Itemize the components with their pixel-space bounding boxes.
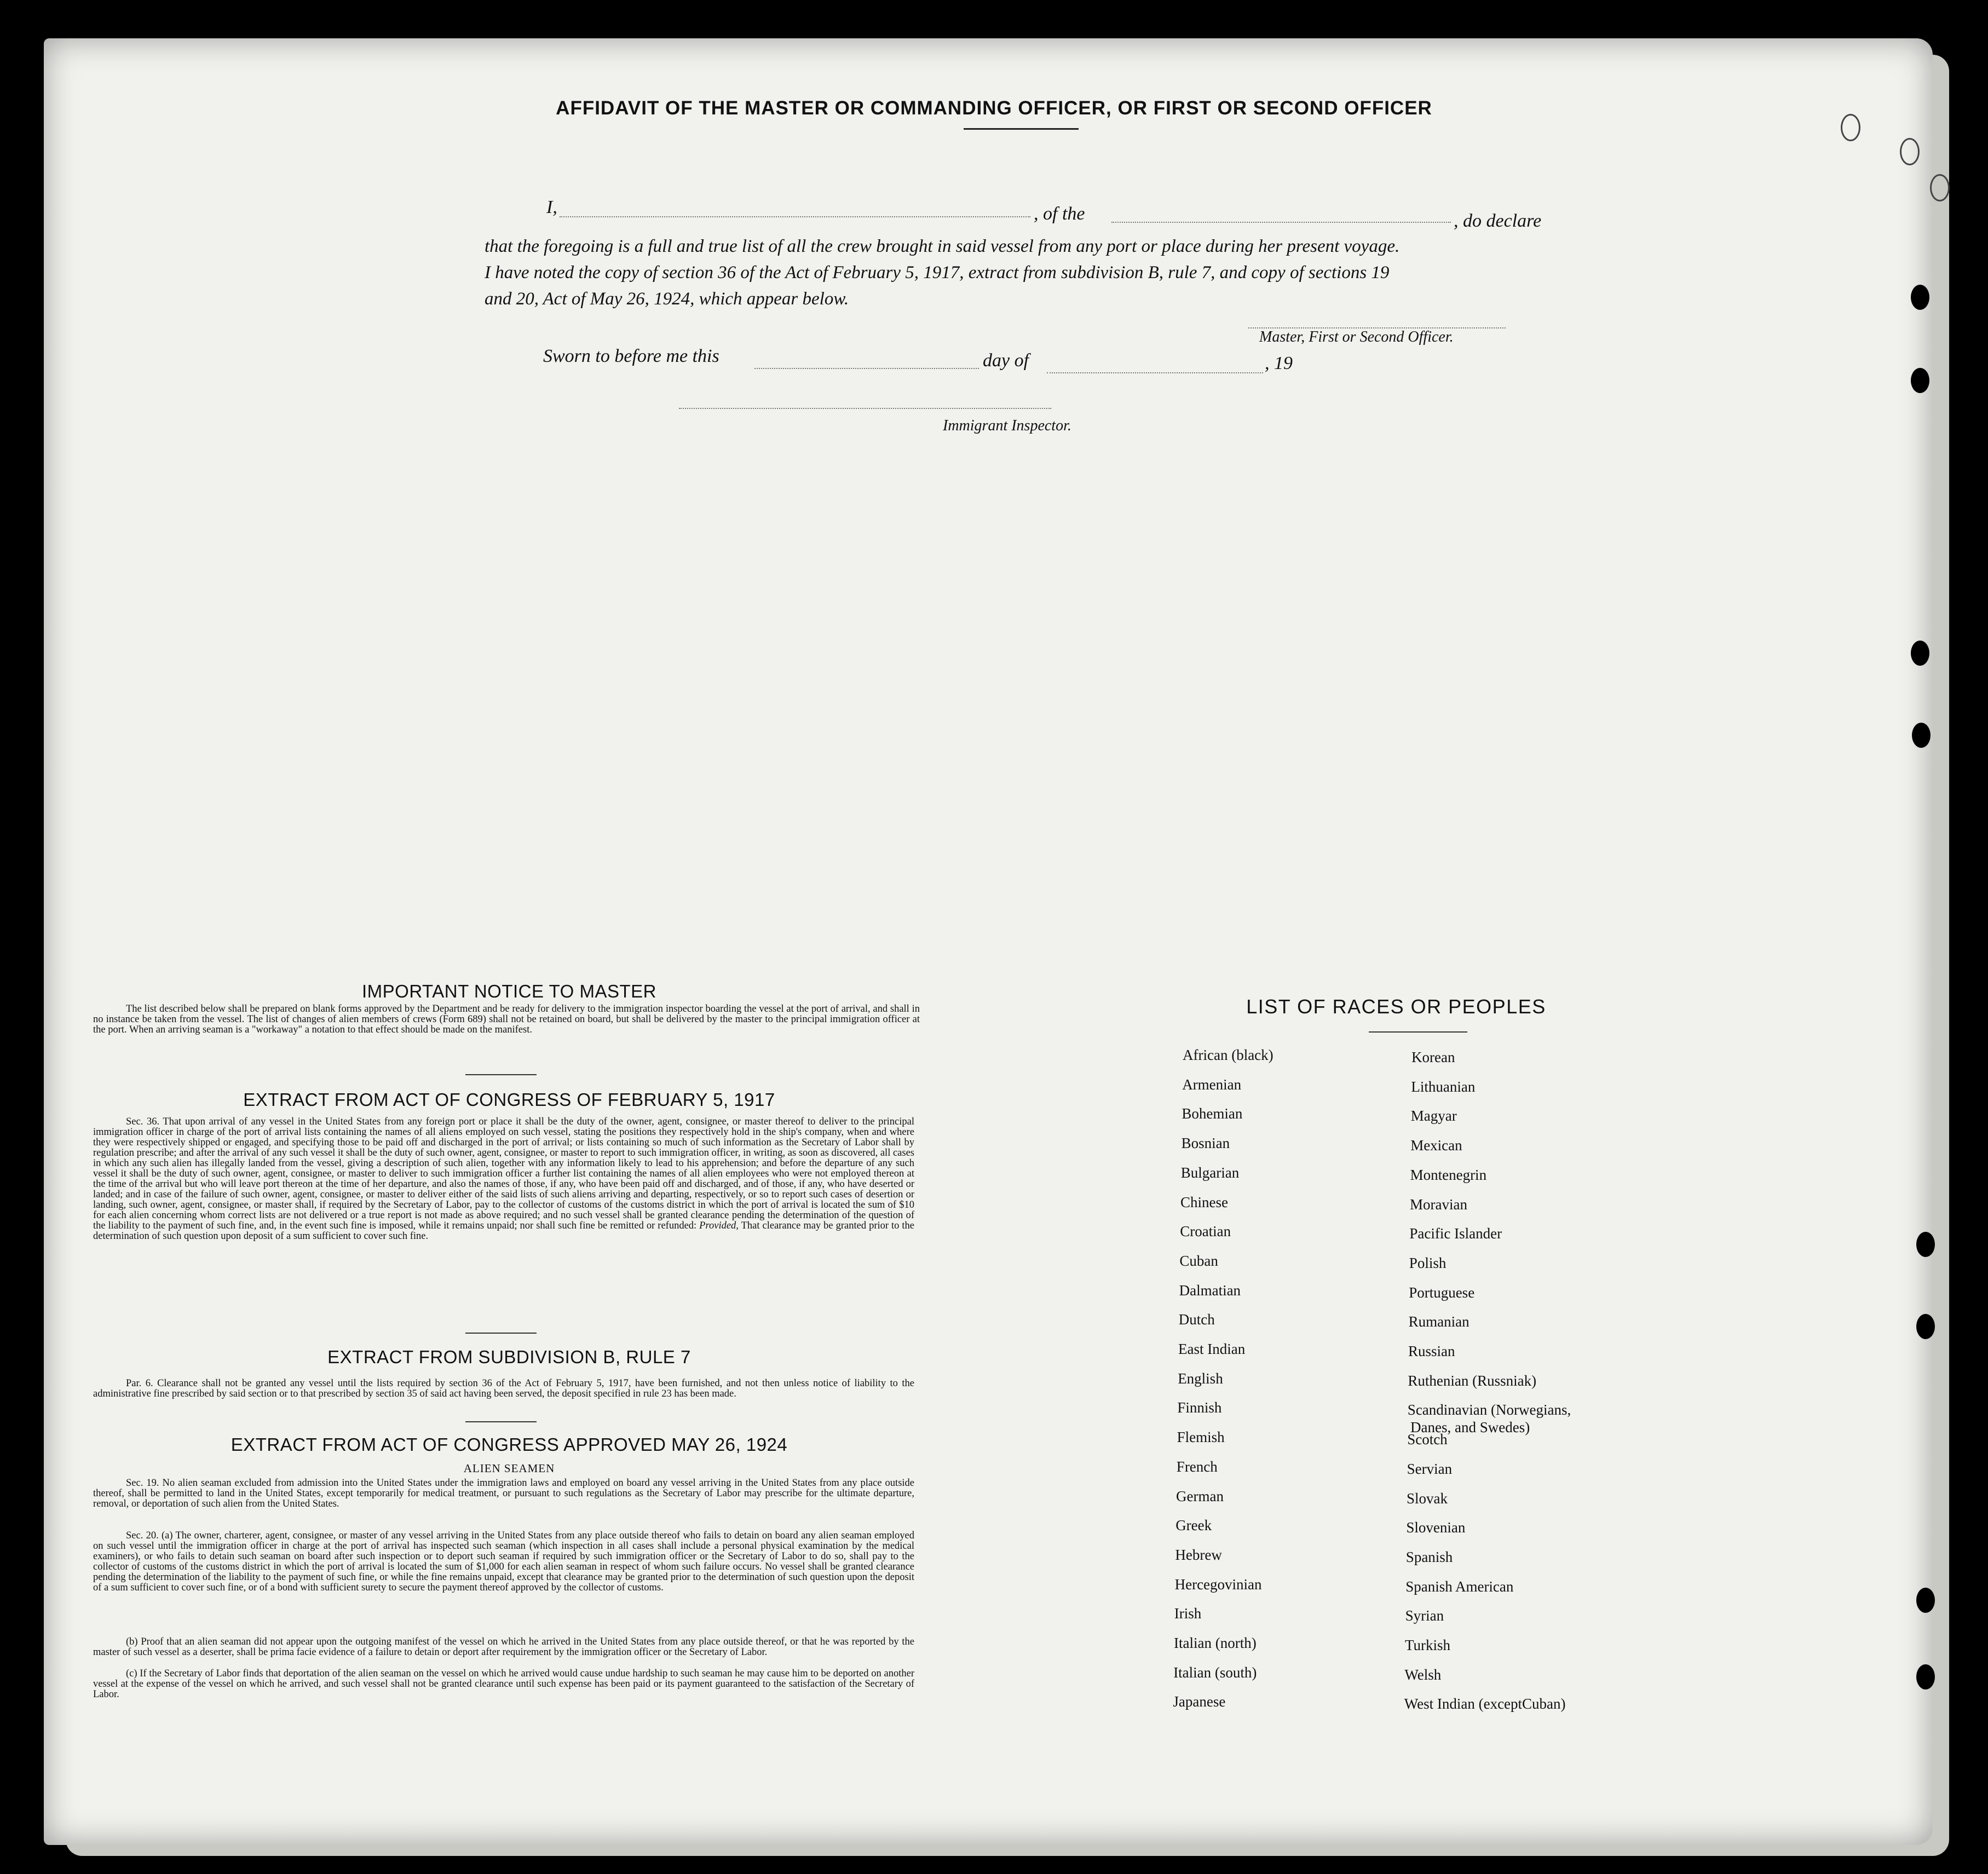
- proviso-word: Provided,: [699, 1220, 739, 1231]
- race-item: Greek: [1175, 1517, 1212, 1533]
- race-item: East Indian: [1178, 1341, 1246, 1357]
- race-item: Bulgarian: [1180, 1164, 1240, 1181]
- declaration-text: [485, 233, 1558, 312]
- year-label: , 19: [1265, 353, 1293, 373]
- race-item: Turkish: [1405, 1637, 1451, 1653]
- race-item: English: [1178, 1370, 1223, 1387]
- name-blank: [560, 216, 1030, 217]
- proviso-text: That clearance may be granted prior to the determination of such question upon deposit of a sum sufficient to cover such fine.: [93, 1220, 915, 1242]
- race-item: German: [1176, 1488, 1224, 1504]
- declaration-line: I have noted the copy of section 36 of the Act of February 5, 1917, extract from subdivision B, rule 7, and copy of sections 19: [485, 263, 1390, 282]
- extract-rule7-body: Par. 6. Clearance shall not be granted any vessel until the lists required by section 36 of the Act of February 5, 1917, have been furnished, and not then unless notice of liability to the administrative fine prescribed by said section or to that prescribed by section 35 of said act having been served, the deposit specified in rule 23 has been made.: [93, 1378, 914, 1399]
- race-item: Armenian: [1182, 1076, 1242, 1093]
- do-declare-label: , do declare: [1454, 211, 1542, 231]
- race-item: Flemish: [1177, 1429, 1225, 1445]
- race-item-continuation: Danes, and Swedes): [1410, 1419, 1530, 1435]
- race-item: Moravian: [1410, 1196, 1467, 1213]
- extract-1917-body: [93, 1117, 914, 1242]
- declaration-line: that the foregoing is a full and true list of all the crew brought in said vessel from any port or place during her present voyage.: [485, 237, 1400, 256]
- race-item: Korean: [1411, 1049, 1455, 1065]
- notice-body: The list described below shall be prepared on blank forms approved by the Department and be ready for delivery to the immigration inspector boarding the vessel at the port of arrival, and shall in no instance be taken from the vessel. The list of changes of alien members of crews (Form 689) shall not be retained on board, but shall be delivered by the master to the principal immigration officer at the port. When an arriving seaman is a "workaway" a notation to that effect should be made on the manifest.: [93, 1004, 920, 1035]
- section-rule: [465, 1421, 537, 1422]
- races-rule: [1369, 1031, 1467, 1033]
- race-item: Ruthenian (Russniak): [1408, 1373, 1537, 1389]
- race-item: Japanese: [1173, 1693, 1226, 1710]
- punch-hole-icon: [1916, 1588, 1935, 1613]
- race-item: Bosnian: [1181, 1135, 1230, 1151]
- punch-hole-icon: [1916, 1664, 1935, 1690]
- race-item: Slovak: [1407, 1490, 1448, 1507]
- race-item: Italian (north): [1174, 1635, 1257, 1651]
- race-item: Mexican: [1410, 1137, 1462, 1154]
- extract-1924-title: EXTRACT FROM ACT OF CONGRESS APPROVED MAY 26, 1924: [231, 1434, 788, 1455]
- of-the-label: , of the: [1034, 204, 1085, 224]
- master-signature-label: Master, First or Second Officer.: [1259, 328, 1454, 345]
- section-rule: [465, 1333, 537, 1334]
- title-rule: [964, 128, 1079, 130]
- sec19-body: Sec. 19. No alien seaman excluded from admission into the United States under the immigration laws and employed on board any vessel arriving in the United States from any place outside thereof, shall be permitted to land in the United States, except temporarily for medical treatment, or pursuant to such regulations as the Secretary of Labor may prescribe for the ultimate departure, removal, or deportation of such alien from the United States.: [93, 1478, 914, 1509]
- race-item: Servian: [1407, 1461, 1453, 1477]
- inspector-label: Immigrant Inspector.: [943, 417, 1071, 434]
- race-item: Russian: [1408, 1343, 1455, 1359]
- extract-rule7-title: EXTRACT FROM SUBDIVISION B, RULE 7: [327, 1347, 691, 1367]
- race-item: Polish: [1409, 1255, 1447, 1271]
- race-item: Pacific Islander: [1409, 1225, 1502, 1242]
- sec20a-body: Sec. 20. (a) The owner, charterer, agent, consignee, or master of any vessel arriving in the United States from any place outside thereof who fails to detain on board any alien seaman employed on such vessel until the immigration officer in charge at the port of arrival has inspected such seaman (which inspection in all cases shall include a personal physical examination by the medical examiners), or who fails to detain such seaman on board after such inspection or to deport such seaman if required by such immigration officer or the Secretary of Labor to do so, shall pay to the collector of customs of the customs district in which the port of arrival is located the sum of $1,000 for each alien seaman in respect of whom such failure occurs. No vessel shall be granted clearance pending the determination of the liability to the payment of such fine, or while the fine remains unpaid, except that clearance may be granted prior to the determination of such question upon the deposit of a sum sufficient to cover such fine, or of a bond with sufficient surety to secure the payment thereof approved by the collector of customs.: [93, 1530, 914, 1593]
- declaration-line: and 20, Act of May 26, 1924, which appear below.: [485, 289, 849, 309]
- race-item: Welsh: [1404, 1667, 1442, 1683]
- notice-title: IMPORTANT NOTICE TO MASTER: [361, 981, 656, 1001]
- race-item: Irish: [1174, 1605, 1202, 1622]
- race-item: West Indian (exceptCuban): [1404, 1696, 1566, 1712]
- race-item: Dutch: [1178, 1311, 1215, 1328]
- race-item: Finnish: [1177, 1399, 1222, 1416]
- punch-hole-icon: [1911, 641, 1929, 666]
- race-item: African (black): [1183, 1047, 1274, 1063]
- race-item: Slovenian: [1406, 1519, 1466, 1536]
- race-item: Spanish American: [1405, 1578, 1514, 1595]
- inspector-signature-blank: [679, 408, 1051, 409]
- punch-hole-icon: [1916, 1232, 1935, 1257]
- race-item: Italian (south): [1173, 1664, 1257, 1681]
- race-item: Lithuanian: [1411, 1079, 1476, 1095]
- race-item: Cuban: [1179, 1253, 1218, 1269]
- punch-hole-icon: [1911, 368, 1929, 393]
- vessel-blank: [1111, 222, 1451, 223]
- punch-hole-icon: [1911, 285, 1929, 310]
- alien-seamen-subtitle: ALIEN SEAMEN: [463, 1462, 555, 1475]
- affidavit-title: AFFIDAVIT OF THE MASTER OR COMMANDING OFFICER, OR FIRST OR SECOND OFFICER: [556, 97, 1432, 119]
- day-of-label: day of: [983, 350, 1029, 371]
- race-item: Bohemian: [1182, 1105, 1243, 1122]
- sec20c-body: (c) If the Secretary of Labor finds that deportation of the alien seaman on the vessel on which he arrived would cause undue hardship to such seaman he may cause him to be deported on another vessel at the expense of the vessel on which he arrived, and such vessel shall not be granted clearance until such expense has been paid or its payment guaranteed to the satisfaction of the Secretary of Labor.: [93, 1668, 914, 1700]
- race-item: Chinese: [1180, 1194, 1228, 1210]
- punch-hole-icon: [1912, 723, 1931, 748]
- race-item: Dalmatian: [1179, 1282, 1241, 1299]
- race-item: Montenegrin: [1410, 1167, 1487, 1183]
- i-label: I,: [546, 197, 557, 217]
- race-item: Scotch: [1407, 1431, 1448, 1448]
- section-rule: [465, 1074, 537, 1075]
- race-item: Hercegovinian: [1174, 1576, 1262, 1593]
- race-item: Croatian: [1180, 1223, 1231, 1239]
- races-title: LIST OF RACES OR PEOPLES: [1246, 995, 1546, 1018]
- sworn-label: Sworn to before me this: [543, 346, 719, 366]
- race-item: Spanish: [1405, 1549, 1453, 1565]
- race-item: Rumanian: [1408, 1313, 1470, 1330]
- race-item: Magyar: [1410, 1108, 1457, 1124]
- race-item: French: [1176, 1458, 1218, 1475]
- month-blank: [1047, 372, 1263, 373]
- sec20b-body: (b) Proof that an alien seaman did not appear upon the outgoing manifest of the vessel on which he arrived in the United States from any place outside thereof, or that he was reported by the master of such vessel as a deserter, shall be prima facie evidence of a failure to detain or deport after requirement by the immigration officer or the Secretary of Labor.: [93, 1636, 914, 1658]
- race-item: Scandinavian (Norwegians,: [1407, 1402, 1571, 1418]
- race-item: Syrian: [1405, 1607, 1444, 1624]
- punch-hole-icon: [1916, 1314, 1935, 1339]
- binder-ring-icon: [1930, 174, 1950, 201]
- extract-1917-title: EXTRACT FROM ACT OF CONGRESS OF FEBRUARY 5, 1917: [243, 1089, 775, 1110]
- race-item: Hebrew: [1175, 1547, 1222, 1563]
- race-item: Portuguese: [1409, 1284, 1475, 1301]
- binder-ring-icon: [1900, 138, 1920, 165]
- sec36-text: Sec. 36. That upon arrival of any vessel in the United States from any foreign port or place it shall be the duty of the owner, agent, consignee, or master thereof to deliver to the principal immigration officer in charge of the port of arrival lists containing the names of all aliens employed on such vessel, stating the positions they respectively hold in the ship's company, when and where they were respectively shipped or engaged, and specifying those to be paid off and discharged in the port of arrival; or lists containing so much of such information as the Secretary of Labor shall by regulation prescribe; and after the arrival of any such vessel it shall be the duty of such owner, agent, consignee, or master to report to such immigration officer, in writing, as soon as discovered, all cases in which any such alien has illegally landed from the vessel, giving a description of such alien, together with any information likely to lead to his apprehension; and before the departure of any such vessel it shall be the duty of such owner, agent, consignee, or master to deliver to such immigration officer a further list containing the names of all alien employees who were not employed thereon at the time of the arrival but who will leave port thereon at the time of her departure, and also the names of those, if any, who have been paid off and discharged, and of those, if any, who have deserted or landed; and in case of the failure of such owner, agent, consignee, or master to deliver either of the said lists of such aliens arriving and departing, respectively, or so to report such cases of desertion or landing, such owner, agent, consignee, or master shall, if required by the Secretary of Labor, pay to the collector of customs of the customs district in which the port of arrival is located the sum of $10 for each alien concerning whom correct lists are not delivered or a true report is not made as above required; and no such vessel shall be granted clearance pending the determination of the question of the liability to the payment of such fine, and, in the event such fine is imposed, while it remains unpaid; nor shall such fine be remitted or refunded:: [93, 1116, 914, 1231]
- day-blank: [754, 368, 979, 369]
